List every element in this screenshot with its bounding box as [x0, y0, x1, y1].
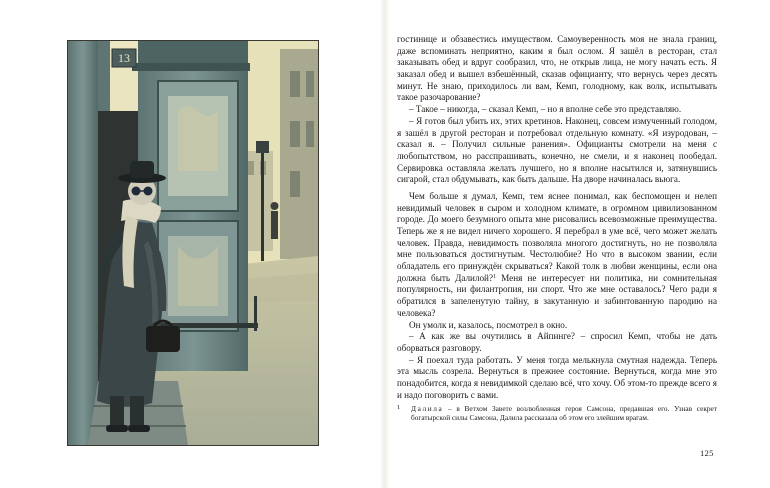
paragraph-1: гостинице и обзавестись имуществом. Самоуверенность моя не знала границ, даже вспоминать неприятно, каким я был ослом. Я зашёл в ресторан, стал заказывать обед и вдруг сообразил, что, не открыв лица, не могу начать есть. Я заказал обед и вышел взбешённый, сказав официанту, что вернусь через десять минут. Не знаю, приходилось ли вам, Кемп, голодному, как волк, испытывать такое разочарование?: [397, 34, 717, 103]
paragraph-7: – Я поехал туда работать. У меня тогда мелькнула смутная надежда. Теперь эта мысль созрела. Вернуться в прежнее состояние. Вернуться, когда мне это понадобится, когда я невидимкой сделаю всё, что хочу. Об этом-то прежде всего я и надо поговорить с вами.: [397, 354, 717, 400]
footnote-term: Далила: [411, 404, 444, 413]
text-column: [397, 34, 717, 401]
paragraph-6: – А как же вы очутились в Айпинге? – спросил Кемп, чтобы не дать оборваться разговору.: [397, 331, 717, 353]
paragraph-4: [397, 191, 717, 320]
footnote-marker: 1: [397, 404, 401, 411]
paragraph-4-text: Чем больше я думал, Кемп, тем яснее понимал, как беспомощен и нелеп невидимый человек в сыром и холодном климате, в огромном цивилизованном городе. До моего безумного опыта мне рисовались всевозможные преимущества. Теперь же я не видел ничего хорошего. Я перебрал в уме всё, чего может желать человек. Правда, невидимость позволяла многого достигнуть, но не позволяла мне пользоваться достигнутым. Честолюбие? Но что в высоком звании, если обладатель его принуждён скрываться? Какой толк в любви женщины, если она должна быть Далилой?: [397, 190, 717, 283]
illustration: [67, 40, 319, 446]
paragraph-5: Он умолк и, казалось, посмотрел в окно.: [409, 319, 568, 330]
footnote: [397, 404, 717, 423]
footnote-body: – в Ветхом Завете возлюбленная героя Самсона, предавшая его. Узнав секрет богатырской силы Самсона, Далила рассказала об этом его злейшим врагам.: [411, 404, 717, 423]
page-number: 125: [700, 448, 714, 458]
book-gutter: [380, 0, 390, 488]
footnote-reference: 1: [493, 273, 496, 280]
house-number-plaque: 13: [118, 51, 130, 65]
footnote-text: [411, 404, 717, 423]
paragraph-3: – Я готов был убить их, этих кретинов. Наконец, совсем измученный голодом, я зашёл в другой ресторан и потребовал отдельную комнату. «Я изуродован, – сказал я. – Получил сильные ранения». Официанты смотрели на меня с любопытством, но расспрашивать, конечно, не смели, и я наконец пообедал. Сервировка оставляла желать лучшего, но я вполне насытился и, затянувшись сигарой, стал обдумывать, как быть дальше. На дворе начиналась вьюга.: [397, 115, 717, 185]
paragraph-2: – Такое – никогда, – сказал Кемп, – но я вполне себе это представляю.: [409, 104, 682, 115]
illustration-invisible-man: [68, 41, 318, 445]
paragraph-4-text-after: Меня не интересует ни политика, ни сомнительная популярность, ни филантропия, ни спорт. Что же мне оставалось? Чего ради я обратился в запеленутую тайну, в закутанную и забинтованную пародию на человека?: [397, 272, 717, 318]
